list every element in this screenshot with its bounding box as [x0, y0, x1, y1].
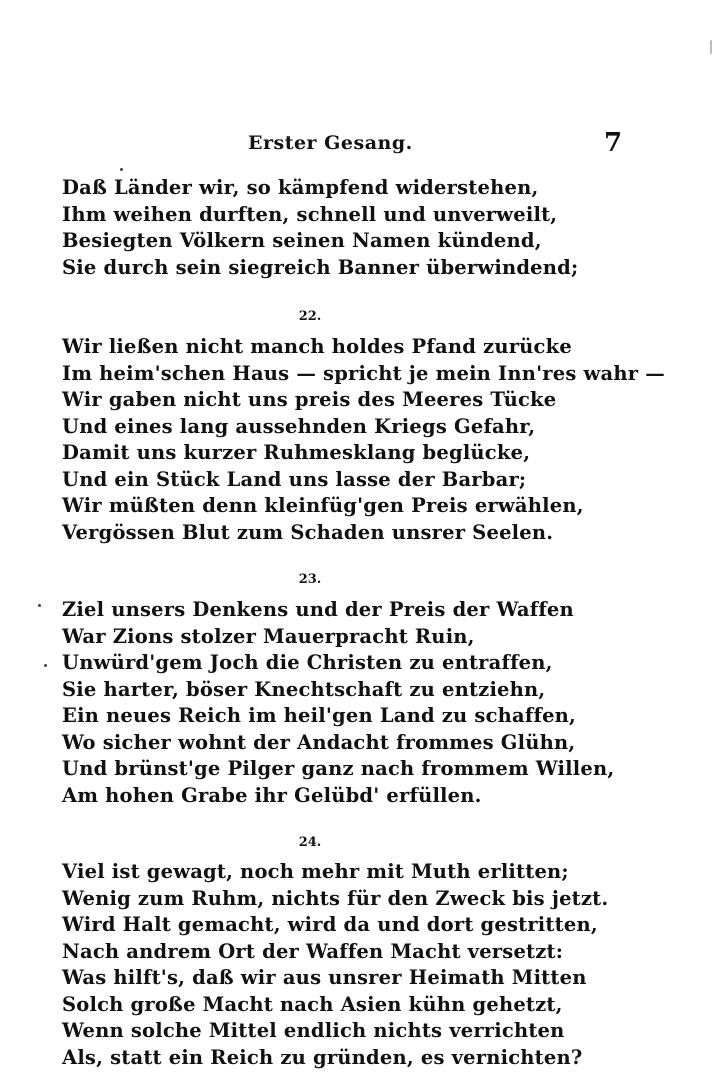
verse-line: Wir müßten denn kleinfüg'gen Preis erwählen, [62, 494, 584, 517]
stanza-23 [62, 597, 662, 809]
running-title: Erster Gesang. [248, 132, 413, 154]
verse-line: Wo sicher wohnt der Andacht frommes Glühn, [62, 730, 576, 754]
verse-line: Und ein Stück Land uns lasse der Barbar; [62, 467, 527, 491]
page-number: 7 [604, 128, 623, 158]
stanza-continuation [62, 175, 662, 281]
verse-line: Und brünst'ge Pilger ganz nach frommem Willen, [62, 757, 615, 780]
verse-line: Wir gaben nicht uns preis des Meeres Tücke [62, 388, 557, 411]
stanza-number-label: 22. [298, 309, 322, 324]
scan-speck [38, 604, 41, 607]
verse-line: Sie durch sein siegreich Banner überwindend; [62, 255, 579, 279]
stanza-number [0, 572, 724, 587]
stanza-22 [62, 334, 665, 546]
stanza-number-label: 23. [298, 572, 322, 587]
verse-line: Wenn solche Mittel endlich nichts verrichten [62, 1019, 565, 1042]
verse-line: Ziel unsers Denkens und der Preis der Waffen [62, 598, 574, 621]
verse-line: Sie harter, böser Knechtschaft zu entziehn, [62, 677, 546, 701]
verse-line: Nach andrem Ort der Waffen Macht versetzt: [62, 939, 564, 963]
stanza-24 [62, 859, 662, 1071]
verse-line: War Zions stolzer Mauerpracht Ruin, [62, 624, 475, 648]
verse-line: Daß Länder wir, so kämpfend widerstehen, [62, 176, 539, 199]
verse-line: Unwürd'gem Joch die Christen zu entraffen, [62, 651, 553, 674]
verse-line: Wird Halt gemacht, wird da und dort gestritten, [62, 913, 598, 936]
scan-speck [44, 664, 47, 667]
verse-line: Wir ließen nicht manch holdes Pfand zurücke [62, 335, 572, 358]
verse-line: Besiegten Völkern seinen Namen kündend, [62, 229, 542, 252]
verse-line: Und eines lang aussehnden Kriegs Gefahr, [62, 414, 536, 438]
verse-line: Ein neues Reich im heil'gen Land zu schaffen, [62, 704, 577, 727]
scan-speck [120, 168, 123, 171]
verse-line: Damit uns kurzer Ruhmesklang beglücke, [62, 441, 531, 464]
verse-line: Viel ist gewagt, noch mehr mit Muth erlitten; [62, 860, 569, 883]
verse-line: Am hohen Grabe ihr Gelübd' erfüllen. [62, 783, 482, 807]
stanza-number [0, 835, 724, 850]
verse-line: Im heim'schen Haus — spricht je mein Inn'res wahr — [62, 361, 665, 385]
stanza-number [0, 309, 724, 324]
page-header [0, 128, 724, 160]
verse-line: Was hilft's, daß wir aus unsrer Heimath Mitten [62, 966, 587, 989]
verse-line: Vergössen Blut zum Schaden unsrer Seelen. [62, 520, 554, 544]
stanza-number-label: 24. [298, 835, 322, 850]
verse-line: Solch große Macht nach Asien kühn gehetzt, [62, 992, 563, 1016]
scan-mark [710, 40, 712, 54]
verse-line: Ihm weihen durften, schnell und unverweilt, [62, 202, 558, 226]
verse-line: Als, statt ein Reich zu gründen, es vernichten? [62, 1045, 583, 1069]
verse-line: Wenig zum Ruhm, nichts für den Zweck bis jetzt. [62, 886, 609, 910]
